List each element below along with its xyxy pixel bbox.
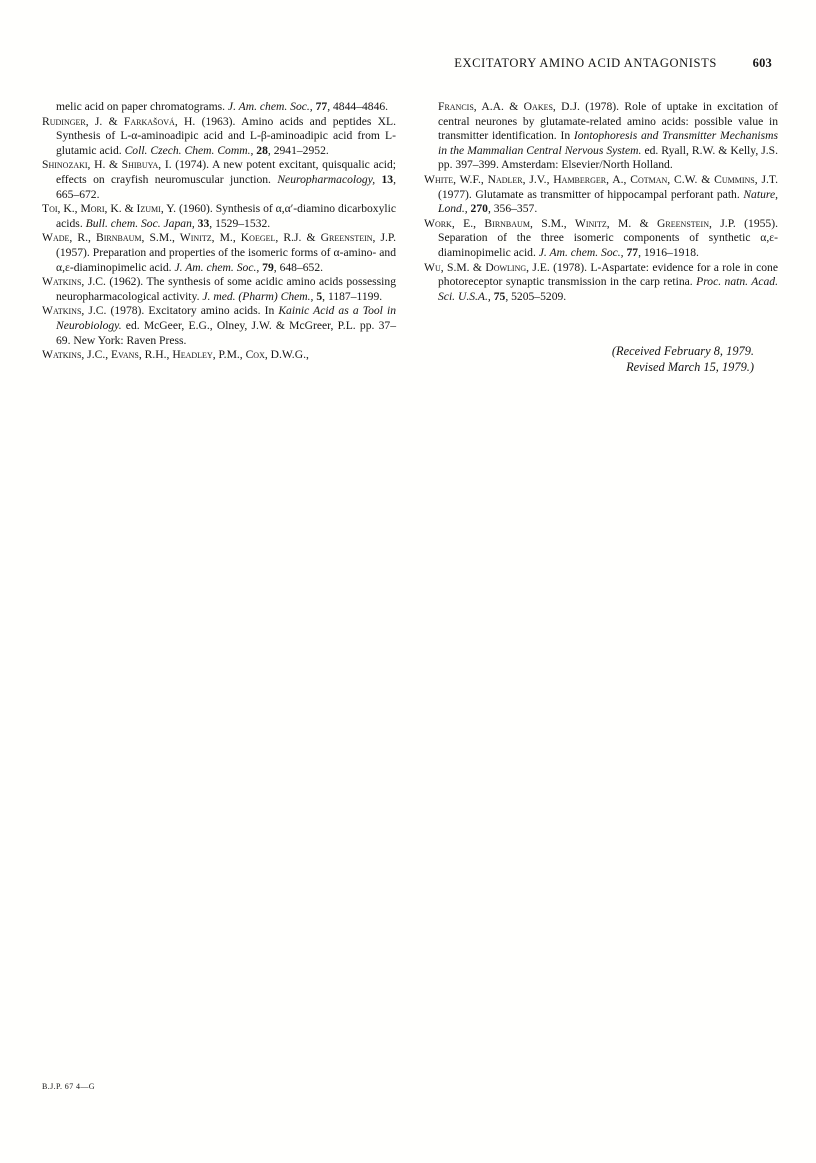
- reference-text-segment: Francis, A.A. & Oakes, D.J.: [438, 100, 580, 113]
- page-number: 603: [752, 56, 772, 70]
- reference-entry: [424, 100, 778, 173]
- reference-text-segment: 13: [381, 172, 394, 186]
- reference-text-segment: Toi, K., Mori, K. & Izumi, Y.: [42, 202, 177, 216]
- reference-text-segment: , 648–652.: [273, 260, 324, 274]
- reference-text-segment: Wu, S.M. & Dowling, J.E.: [424, 260, 550, 274]
- running-title: EXCITATORY AMINO ACID ANTAGONISTS: [454, 56, 717, 70]
- reference-text-segment: (1960). Synthesis of α,α′-diamino dicarboxylic acids.: [56, 202, 396, 230]
- reference-text-segment: J. Am. chem. Soc.,: [174, 260, 263, 274]
- printer-signature: B.J.P. 67 4—G: [42, 1082, 95, 1091]
- reference-text-segment: 33: [197, 216, 210, 230]
- page-header: [0, 56, 772, 71]
- reference-entry: [424, 261, 778, 305]
- reference-text-segment: Iontophoresis and Transmitter Mechanisms in the Mammalian Central Nervous System.: [438, 129, 778, 157]
- reference-text-segment: Wade, R., Birnbaum, S.M., Winitz, M., Koegel, R.J. & Greenstein, J.P.: [42, 231, 396, 245]
- reference-text-segment: Watkins, J.C., Evans, R.H., Headley, P.M., Cox, D.W.G.,: [42, 348, 309, 362]
- reference-text-segment: 270: [470, 202, 488, 216]
- reference-text-segment: 75: [493, 289, 506, 303]
- references-list-right: [424, 100, 778, 304]
- reference-text-segment: J. Am. chem. Soc.,: [227, 100, 316, 113]
- reference-text-segment: 79: [262, 260, 274, 274]
- reference-text-segment: Work, E., Birnbaum, S.M., Winitz, M. & Greenstein, J.P.: [424, 216, 736, 230]
- reference-text-segment: (1963). Amino acids and peptides XL. Synthesis of L-α-aminoadipic acid and L-β-aminoadipic acid from L-glutamic acid.: [56, 114, 396, 157]
- reference-text-segment: , 5205–5209.: [505, 289, 567, 303]
- reference-entry: [424, 217, 778, 261]
- reference-text-segment: , 356–357.: [487, 202, 538, 216]
- reference-text-segment: (1978). Excitatory amino acids. In: [106, 304, 279, 318]
- reference-text-segment: (1955). Separation of the three isomeric components of synthetic α,ε-diaminopimelic acid.: [438, 216, 778, 259]
- reference-text-segment: Coll. Czech. Chem. Comm.,: [124, 143, 257, 157]
- reference-text-segment: (1974). A new potent excitant, quisqualic acid; effects on crayfish neuromuscular junction.: [56, 158, 396, 186]
- reference-text-segment: , 1529–1532.: [209, 216, 271, 230]
- reference-text-segment: J. Am. chem. Soc.,: [538, 245, 627, 259]
- reference-text-segment: Kainic Acid as a Tool in Neurobiology.: [56, 304, 396, 332]
- received-note-line2: Revised March 15, 1979.): [626, 359, 754, 374]
- reference-entry: [42, 304, 396, 348]
- reference-entry: [42, 275, 396, 304]
- reference-text-segment: Nature, Lond.,: [438, 187, 778, 216]
- reference-text-segment: J. med. (Pharm) Chem.,: [202, 289, 317, 303]
- reference-text-segment: Watkins, J.C.: [42, 275, 106, 289]
- reference-text-segment: Proc. natn. Acad. Sci. U.S.A.,: [438, 275, 779, 303]
- reference-text-segment: , 1187–1199.: [322, 289, 383, 303]
- reference-entry: [42, 231, 396, 275]
- reference-entry: [42, 100, 396, 115]
- reference-text-segment: Bull. chem. Soc. Japan,: [85, 216, 198, 230]
- received-note-line1: (Received February 8, 1979.: [611, 344, 754, 359]
- reference-text-segment: 28: [256, 143, 268, 157]
- reference-text-segment: ed. Ryall, R.W. & Kelly, J.S. pp. 397–399. Amsterdam: Elsevier/North Holland.: [438, 143, 778, 172]
- reference-text-segment: White, W.F., Nadler, J.V., Hamberger, A., Cotman, C.W. & Cummins, J.T.: [424, 172, 778, 186]
- reference-entry: [42, 115, 396, 159]
- reference-text-segment: Shinozaki, H. & Shibuya, I.: [42, 158, 172, 172]
- reference-text-segment: , 1916–1918.: [638, 245, 699, 259]
- reference-text-segment: Neuropharmacology,: [277, 172, 382, 186]
- reference-text-segment: Watkins, J.C.: [42, 304, 107, 318]
- reference-text-segment: 5: [316, 289, 323, 303]
- reference-text-segment: (1962). The synthesis of some acidic amino acids possessing neuropharmacological activity.: [56, 275, 396, 303]
- reference-text-segment: melic acid on paper chromatograms.: [56, 100, 228, 113]
- reference-entry: [42, 158, 396, 202]
- reference-text-segment: 77: [315, 100, 328, 113]
- reference-text-segment: Rudinger, J. & Farkašová, H.: [42, 114, 196, 128]
- reference-text-segment: (1978). L-Aspartate: evidence for a role in cone photoreceptor synaptic transmission in the carp retina.: [438, 260, 778, 289]
- reference-text-segment: (1978). Role of uptake in excitation of central neurones by glutamate-related amino acids: possible value in transmitter identification. In: [438, 100, 778, 143]
- reference-text-segment: , 4844–4846.: [327, 100, 389, 113]
- references-list-left: [42, 100, 396, 363]
- reference-text-segment: 77: [626, 245, 639, 259]
- reference-text-segment: (1977). Glutamate as transmitter of hippocampal perforant path.: [438, 187, 744, 201]
- reference-text-segment: ed. McGeer, E.G., Olney, J.W. & McGreer, P.L. pp. 37–69. New York: Raven Press.: [56, 318, 396, 347]
- reference-entry: [424, 173, 778, 217]
- reference-text-segment: , 665–672.: [56, 172, 396, 201]
- received-note: [424, 344, 778, 375]
- reference-text-segment: , 2941–2952.: [267, 143, 329, 157]
- references-column-right: [424, 100, 778, 375]
- reference-entry: [42, 348, 396, 363]
- reference-text-segment: (1957). Preparation and properties of the isomeric forms of α-amino- and α,ε-diaminopimelic acid.: [56, 245, 396, 274]
- reference-entry: [42, 202, 396, 231]
- references-column-left: [42, 100, 396, 363]
